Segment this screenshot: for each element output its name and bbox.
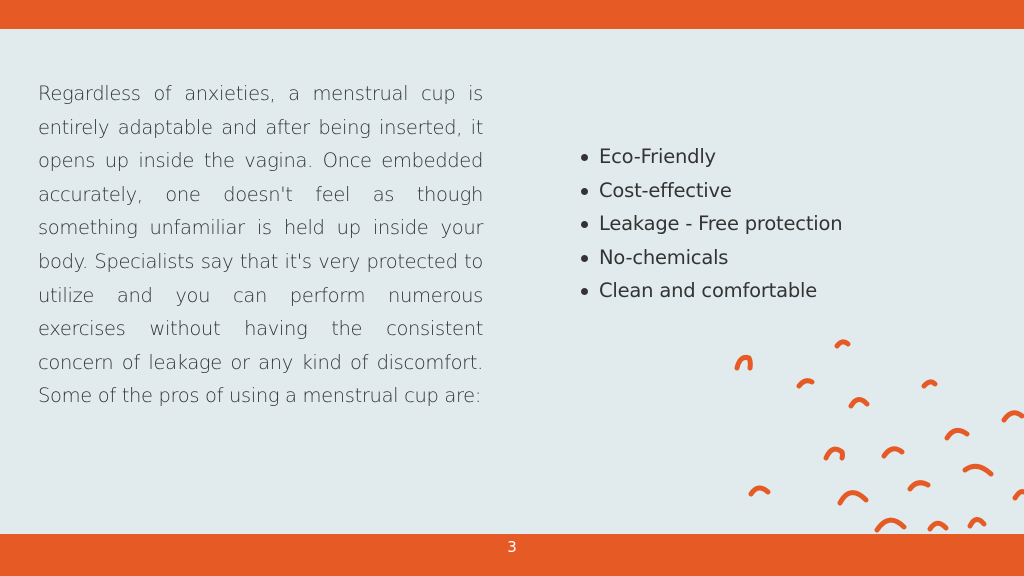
decor-arc: [840, 493, 866, 503]
decor-arc: [1004, 413, 1022, 420]
benefit-item: Cost-effective: [580, 174, 842, 208]
decor-arc: [1015, 492, 1024, 498]
decor-arc: [924, 382, 935, 386]
decor-arc: [837, 342, 848, 346]
decor-arc: [965, 466, 991, 474]
body-paragraph: Regardless of anxieties, a menstrual cup is entirely adaptable and after being inserted, it opens up inside the vagina. Once embedded accurately, one doesn't feel as though something unfamiliar is held up inside your body. Specialists say that it's very protected to utilize and you can perform numerous exercises without having the consistent concern of leakage or any kind of discomfort. Some of the pros of using a menstrual cup are:: [38, 82, 483, 408]
decor-arc: [930, 523, 946, 529]
decor-arc: [826, 449, 843, 458]
benefit-item: Clean and comfortable: [580, 274, 842, 308]
decor-arc: [910, 483, 928, 489]
decor-arc: [877, 520, 904, 530]
decor-arc: [737, 357, 750, 368]
decor-arc: [799, 381, 812, 386]
benefit-item: Leakage - Free protection: [580, 207, 842, 241]
decor-arc: [751, 488, 768, 494]
decor-arc: [884, 449, 902, 456]
decor-arc: [970, 519, 984, 526]
benefit-item: Eco-Friendly: [580, 140, 842, 174]
page-number: 3: [507, 538, 517, 556]
decor-arc: [947, 430, 967, 438]
decor-arc: [851, 399, 867, 406]
benefit-item: No-chemicals: [580, 241, 842, 275]
